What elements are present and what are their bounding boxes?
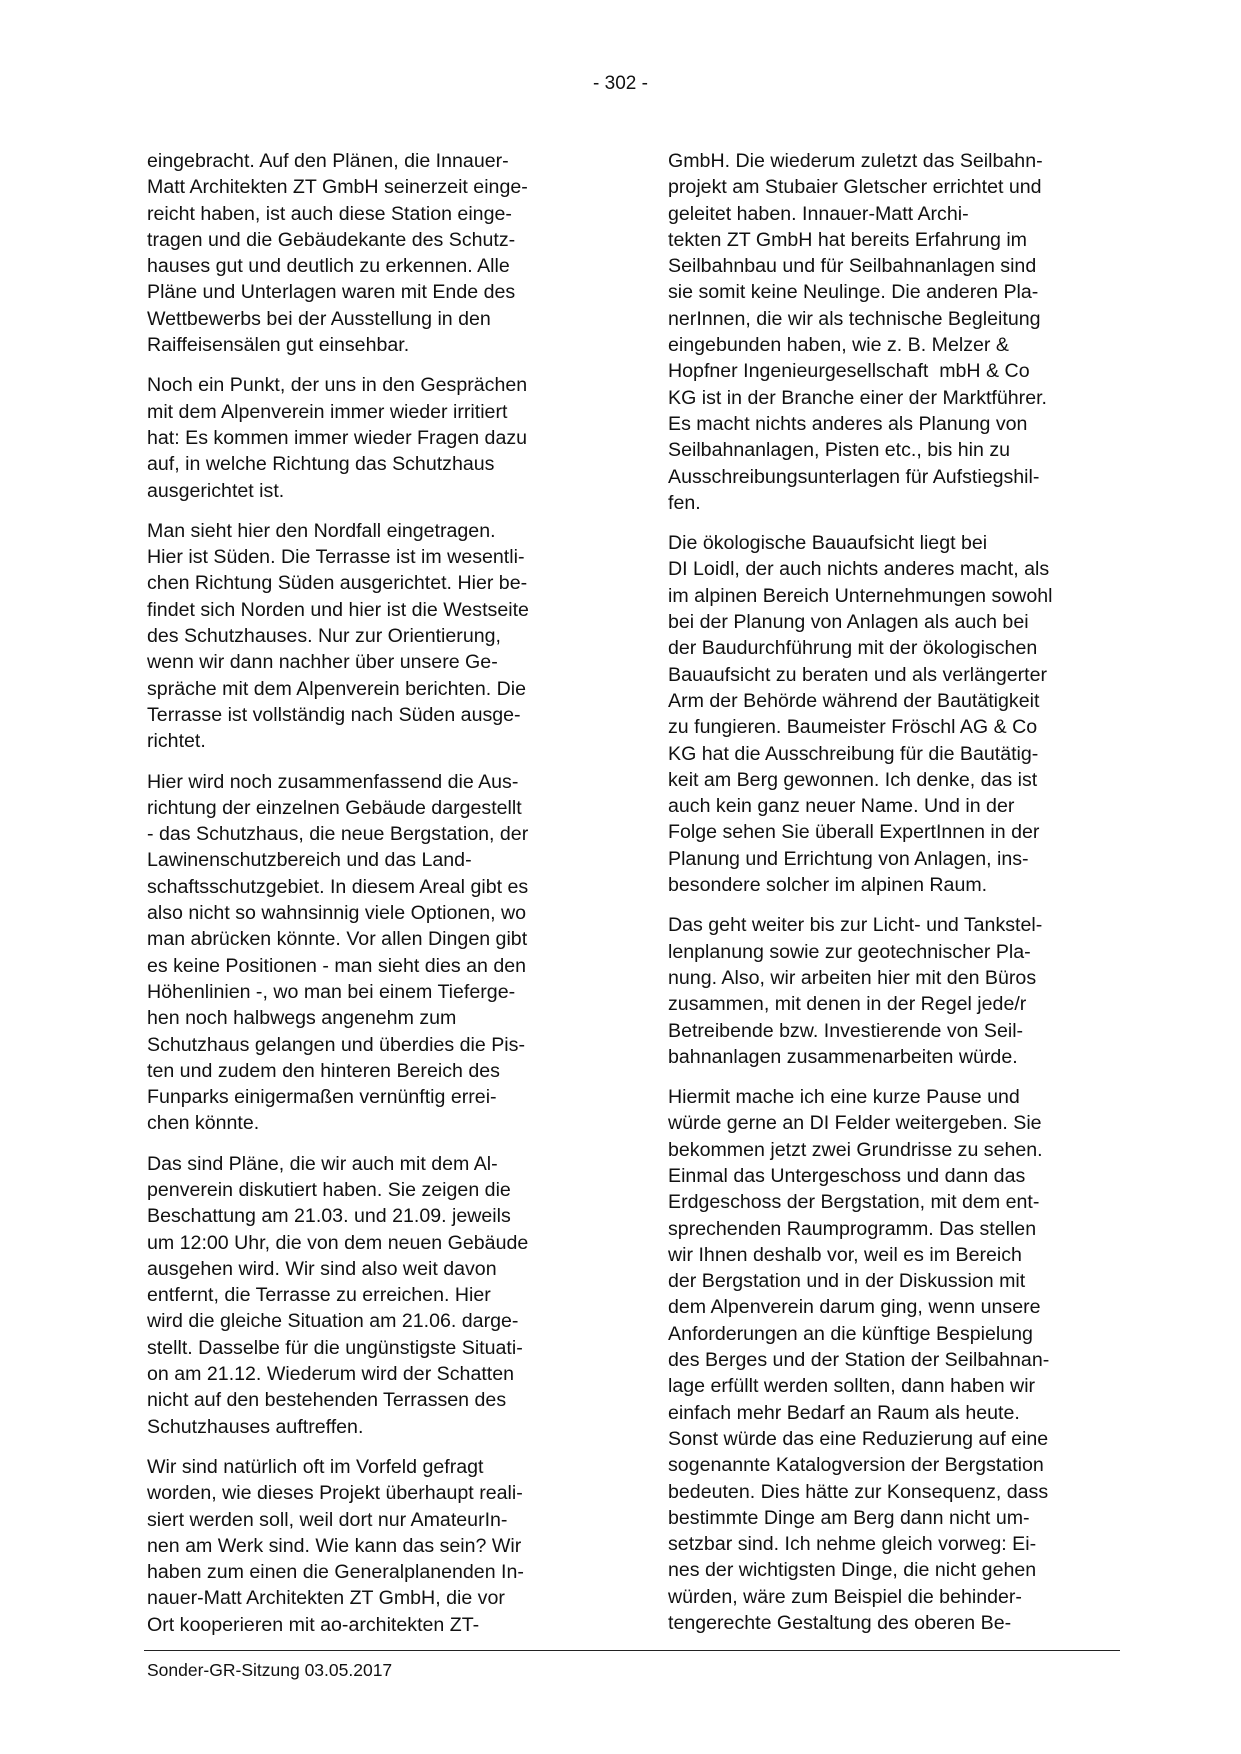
text-line: es keine Positionen - man sieht dies an den [147, 954, 527, 977]
text-line: Ausschreibungsunterlagen für Aufstiegshil- [668, 465, 1040, 488]
paragraph [668, 1084, 1126, 1636]
text-line: würden, wäre zum Beispiel die behinder- [668, 1585, 1022, 1608]
text-line: wird die gleiche Situation am 21.06. darge- [147, 1310, 519, 1333]
text-line: Seilbahnanlagen, Pisten etc., bis hin zu [668, 439, 1011, 462]
text-line: der Baudurchführung mit der ökologischen [668, 637, 1038, 660]
text-line: sie somit keine Neulinge. Die anderen Pla- [668, 281, 1039, 304]
text-line: nes der wichtigsten Dinge, die nicht gehen [668, 1559, 1037, 1582]
text-line: Terrasse ist vollständig nach Süden ausge- [147, 703, 521, 726]
paragraph [147, 372, 605, 503]
text-line: Hier ist Süden. Die Terrasse ist im wesentli- [147, 546, 525, 569]
text-line: zusammen, mit denen in der Regel jede/r [668, 993, 1027, 1016]
text-line: hauses gut und deutlich zu erkennen. Alle [147, 255, 510, 278]
text-line: Schutzhaus gelangen und überdies die Pis- [147, 1033, 525, 1056]
text-line: Die ökologische Bauaufsicht liegt bei [668, 532, 988, 555]
text-line: Schutzhauses auftreffen. [147, 1415, 364, 1438]
text-line: nen am Werk sind. Wie kann das sein? Wir [147, 1534, 522, 1557]
text-line: lenplanung sowie zur geotechnischer Pla- [668, 940, 1031, 963]
text-line: GmbH. Die wiederum zuletzt das Seilbahn- [668, 150, 1043, 172]
text-line: bei der Planung von Anlagen als auch bei [668, 611, 1029, 634]
text-line: on am 21.12. Wiederum wird der Schatten [147, 1363, 515, 1386]
text-line: Das geht weiter bis zur Licht- und Tankstel- [668, 914, 1043, 937]
text-line: fen. [668, 491, 701, 514]
text-line: wir Ihnen deshalb vor, weil es im Bereich [668, 1243, 1022, 1266]
text-line: dem Alpenverein darum ging, wenn unsere [668, 1296, 1041, 1319]
text-line: im alpinen Bereich Unternehmungen sowohl [668, 584, 1053, 607]
text-line: bedeuten. Dies hätte zur Konsequenz, dass [668, 1480, 1049, 1503]
text-line: Höhenlinien -, wo man bei einem Tieferge- [147, 980, 516, 1003]
text-line: sogenannte Katalogversion der Bergstation [668, 1454, 1044, 1477]
right-column [668, 148, 1126, 1650]
text-line: würde gerne an DI Felder weitergeben. Sie [668, 1112, 1042, 1135]
page-number: - 302 - [593, 73, 648, 94]
text-line: setzbar sind. Ich nehme gleich vorweg: Ei- [668, 1533, 1037, 1556]
text-line: Lawinenschutzbereich und das Land- [147, 849, 472, 872]
text-line: wenn wir dann nachher über unsere Ge- [147, 651, 498, 674]
text-line: Arm der Behörde während der Bautätigkeit [668, 689, 1040, 712]
text-line: spräche mit dem Alpenverein berichten. Die [147, 677, 527, 700]
paragraph [147, 769, 605, 1137]
text-line: ten und zudem den hinteren Bereich des [147, 1059, 500, 1082]
text-line: KG ist in der Branche einer der Marktführer. [668, 386, 1047, 409]
text-line: ausgerichtet ist. [147, 479, 285, 502]
text-line: lage erfüllt werden sollten, dann haben wir [668, 1375, 1036, 1398]
paragraph [147, 1454, 605, 1638]
text-line: nung. Also, wir arbeiten hier mit den Büros [668, 966, 1037, 989]
text-line: des Schutzhauses. Nur zur Orientierung, [147, 625, 501, 648]
text-line: nauer-Matt Architekten ZT GmbH, die vor [147, 1587, 505, 1610]
text-line: Bauaufsicht zu beraten und als verlängerter [668, 663, 1048, 686]
text-line: chen könnte. [147, 1112, 260, 1135]
text-line: reicht haben, ist auch diese Station einge- [147, 202, 512, 225]
text-line: Matt Architekten ZT GmbH seinerzeit einge- [147, 176, 528, 199]
text-line: Das sind Pläne, die wir auch mit dem Al- [147, 1152, 498, 1175]
text-line: Funparks einigermaßen vernünftig errei- [147, 1086, 497, 1109]
text-line: tragen und die Gebäudekante des Schutz- [147, 228, 516, 251]
text-line: also nicht so wahnsinnig viele Optionen, wo [147, 902, 527, 925]
text-line: Man sieht hier den Nordfall eingetragen. [147, 519, 496, 542]
text-line: tekten ZT GmbH hat bereits Erfahrung im [668, 228, 1028, 251]
text-line: man abrücken könnte. Vor allen Dingen gibt [147, 928, 528, 951]
paragraph [147, 1151, 605, 1440]
text-line: auch kein ganz neuer Name. Und in der [668, 795, 1015, 818]
text-line: penverein diskutiert haben. Sie zeigen die [147, 1178, 511, 1201]
text-line: bahnanlagen zusammenarbeiten würde. [668, 1045, 1018, 1068]
text-line: einfach mehr Bedarf an Raum als heute. [668, 1401, 1020, 1424]
text-line: richtet. [147, 730, 206, 753]
text-line: des Berges und der Station der Seilbahnan- [668, 1349, 1050, 1372]
text-line: geleitet haben. Innauer-Matt Archi- [668, 202, 969, 225]
paragraph [147, 518, 605, 755]
text-line: mit dem Alpenverein immer wieder irritiert [147, 400, 508, 423]
text-line: keit am Berg gewonnen. Ich denke, das ist [668, 768, 1038, 791]
text-line: tengerechte Gestaltung des oberen Be- [668, 1612, 1012, 1635]
paragraph [668, 530, 1126, 898]
paragraph [147, 148, 605, 358]
paragraph [668, 912, 1126, 1070]
text-line: zu fungieren. Baumeister Fröschl AG & Co [668, 716, 1038, 739]
text-line: Hier wird noch zusammenfassend die Aus- [147, 770, 519, 793]
text-line: Erdgeschoss der Bergstation, mit dem ent- [668, 1191, 1040, 1214]
text-line: DI Loidl, der auch nichts anderes macht, als [668, 558, 1050, 581]
text-line: bestimmte Dinge am Berg dann nicht um- [668, 1506, 1030, 1529]
text-line: Einmal das Untergeschoss und dann das [668, 1164, 1026, 1187]
footer-session-date: Sonder-GR-Sitzung 03.05.2017 [147, 1660, 393, 1680]
footer-divider [144, 1650, 1120, 1651]
text-line: Wettbewerbs bei der Ausstellung in den [147, 307, 491, 330]
text-line: Seilbahnbau und für Seilbahnanlagen sind [668, 255, 1037, 278]
text-line: haben zum einen die Generalplanenden In- [147, 1561, 524, 1584]
text-line: - das Schutzhaus, die neue Bergstation, der [147, 823, 529, 846]
text-line: Beschattung am 21.03. und 21.09. jeweils [147, 1205, 511, 1228]
text-line: der Bergstation und in der Diskussion mit [668, 1270, 1026, 1293]
text-line: hat: Es kommen immer wieder Fragen dazu [147, 426, 528, 449]
text-line: Noch ein Punkt, der uns in den Gesprächen [147, 374, 528, 397]
text-line: Hopfner Ingenieurgesellschaft mbH & Co [668, 360, 1030, 383]
text-line: KG hat die Ausschreibung für die Bautätig- [668, 742, 1039, 765]
text-line: eingebunden haben, wie z. B. Melzer & [668, 334, 1009, 357]
text-line: worden, wie dieses Projekt überhaupt reali- [147, 1482, 523, 1505]
text-line: schaftsschutzgebiet. In diesem Areal gibt es [147, 875, 529, 898]
text-line: besondere solcher im alpinen Raum. [668, 874, 988, 897]
left-column [147, 148, 605, 1652]
text-line: Hiermit mache ich eine kurze Pause und [668, 1086, 1020, 1109]
text-line: Folge sehen Sie überall ExpertInnen in der [668, 821, 1040, 844]
text-line: entfernt, die Terrasse zu erreichen. Hier [147, 1284, 491, 1307]
text-line: nicht auf den bestehenden Terrassen des [147, 1389, 507, 1412]
text-line: Raiffeisensälen gut einsehbar. [147, 334, 410, 357]
text-line: richtung der einzelnen Gebäude dargestellt [147, 796, 522, 819]
text-line: eingebracht. Auf den Plänen, die Innauer- [147, 150, 509, 172]
text-line: Sonst würde das eine Reduzierung auf eine [668, 1427, 1049, 1450]
text-line: Anforderungen an die künftige Bespielung [668, 1322, 1033, 1345]
text-line: siert werden soll, weil dort nur AmateurIn- [147, 1508, 508, 1531]
text-line: Pläne und Unterlagen waren mit Ende des [147, 281, 516, 304]
text-line: auf, in welche Richtung das Schutzhaus [147, 453, 495, 476]
text-line: Ort kooperieren mit ao-architekten ZT- [147, 1613, 480, 1636]
text-line: stellt. Dasselbe für die ungünstigste Situati- [147, 1336, 523, 1359]
text-line: projekt am Stubaier Gletscher errichtet und [668, 176, 1042, 199]
text-line: sprechenden Raumprogramm. Das stellen [668, 1217, 1037, 1240]
text-line: um 12:00 Uhr, die von dem neuen Gebäude [147, 1231, 529, 1254]
text-line: ausgehen wird. Wir sind also weit davon [147, 1257, 497, 1280]
text-line: chen Richtung Süden ausgerichtet. Hier be- [147, 572, 528, 595]
text-line: Planung und Errichtung von Anlagen, ins- [668, 847, 1029, 870]
text-line: hen noch halbwegs angenehm zum [147, 1007, 457, 1030]
text-line: Wir sind natürlich oft im Vorfeld gefragt [147, 1455, 484, 1478]
text-line: Es macht nichts anderes als Planung von [668, 412, 1028, 435]
text-line: findet sich Norden und hier ist die Westseite [147, 598, 529, 621]
paragraph [668, 148, 1126, 516]
text-line: bekommen jetzt zwei Grundrisse zu sehen. [668, 1138, 1043, 1161]
text-line: Betreibende bzw. Investierende von Seil- [668, 1019, 1024, 1042]
text-line: nerInnen, die wir als technische Begleitung [668, 307, 1041, 330]
